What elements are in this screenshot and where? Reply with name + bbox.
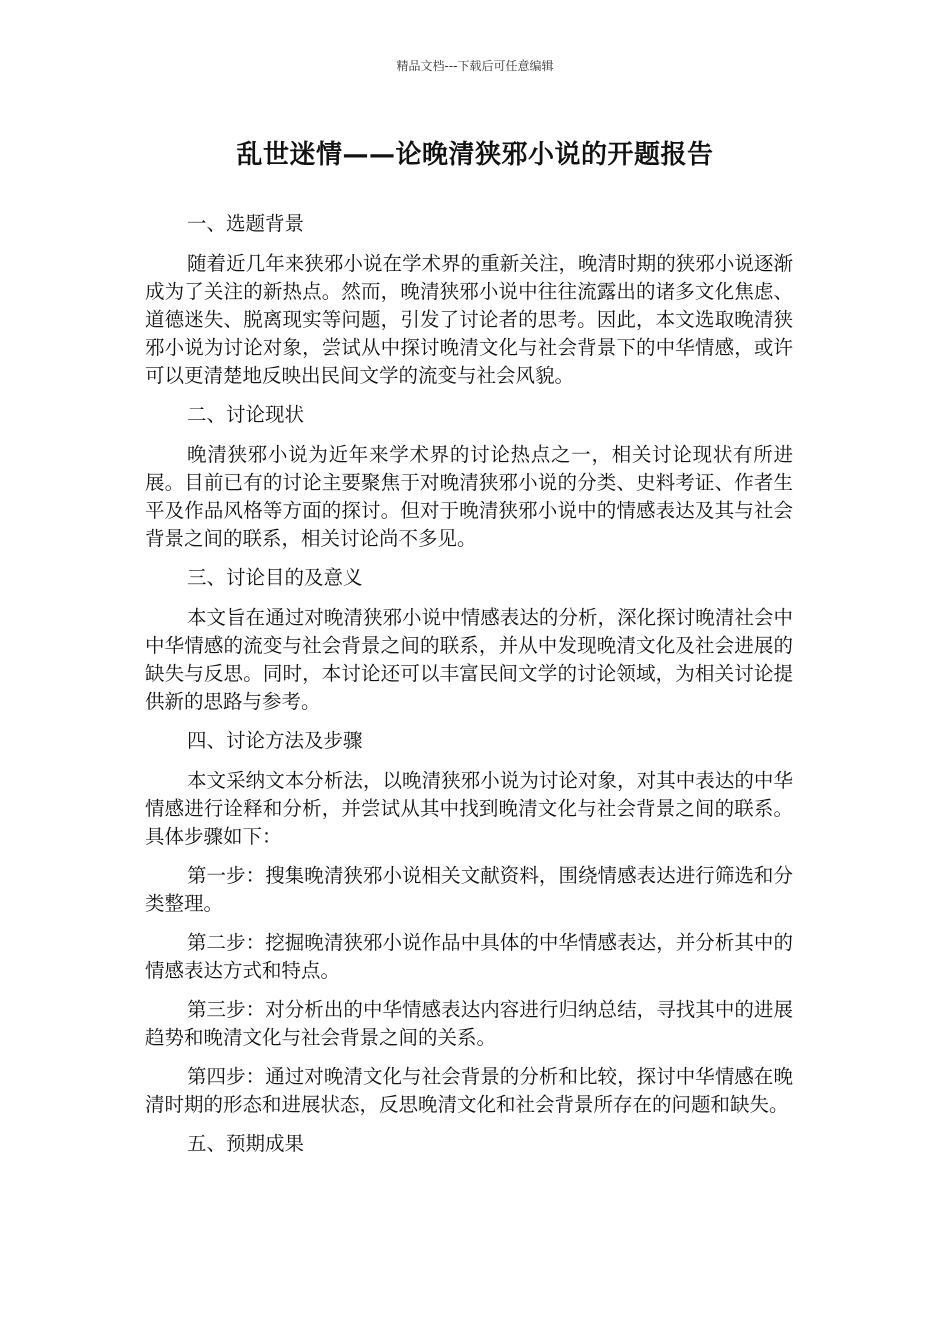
section-heading: 三、讨论目的及意义 — [187, 566, 363, 589]
document-body — [145, 210, 793, 1170]
section-topic-background — [145, 210, 793, 390]
section-research-status — [145, 401, 793, 553]
section-purpose-significance — [145, 564, 793, 716]
body-paragraph: 本文旨在通过对晚清狭邪小说中情感表达的分析，深化探讨晚清社会中中华情感的流变与社会背景之间的联系，并从中发现晚清文化及社会进展的缺失与反思。同时，本讨论还可以丰富民间文学的讨论领域，为相关讨论提供新的思路与参考。 — [145, 606, 793, 713]
document-title: 乱世迷情——论晚清狭邪小说的开题报告 — [236, 140, 714, 170]
section-methods-steps — [145, 727, 793, 1119]
section-heading: 一、选题背景 — [187, 212, 305, 235]
body-paragraph: 随着近几年来狭邪小说在学术界的重新关注，晚清时期的狭邪小说逐渐成为了关注的新热点。然而，晚清狭邪小说中往往流露出的诸多文化焦虑、道德迷失、脱离现实等问题，引发了讨论者的思考。因此，本文选取晚清狭邪小说为讨论对象，尝试从中探讨晚清文化与社会背景下的中华情感，或许可以更清楚地反映出民间文学的流变与社会风貌。 — [145, 252, 793, 387]
step-paragraph: 第一步：搜集晚清狭邪小说相关文献资料，围绕情感表达进行筛选和分类整理。 — [145, 864, 793, 915]
step-paragraph: 第二步：挖掘晚清狭邪小说作品中具体的中华情感表达，并分析其中的情感表达方式和特点。 — [145, 931, 793, 982]
step-paragraph: 第四步：通过对晚清文化与社会背景的分析和比较，探讨中华情感在晚清时期的形态和进展状态，反思晚清文化和社会背景所存在的问题和缺失。 — [145, 1065, 793, 1116]
header-note: 精品文档---下载后可任意编辑 — [396, 59, 554, 73]
section-heading: 二、讨论现状 — [187, 403, 305, 426]
section-heading: 五、预期成果 — [187, 1132, 305, 1155]
body-paragraph: 晚清狭邪小说为近年来学术界的讨论热点之一，相关讨论现状有所进展。目前已有的讨论主要聚焦于对晚清狭邪小说的分类、史料考证、作者生平及作品风格等方面的探讨。但对于晚清狭邪小说中的情感表达及其与社会背景之间的联系，相关讨论尚不多见。 — [145, 443, 793, 550]
body-paragraph: 本文采纳文本分析法，以晚清狭邪小说为讨论对象，对其中表达的中华情感进行诠释和分析，并尝试从其中找到晚清文化与社会背景之间的联系。具体步骤如下： — [145, 769, 793, 848]
section-heading: 四、讨论方法及步骤 — [187, 729, 363, 752]
section-expected-results — [145, 1130, 793, 1158]
step-paragraph: 第三步：对分析出的中华情感表达内容进行归纳总结，寻找其中的进展趋势和晚清文化与社会背景之间的关系。 — [145, 998, 793, 1049]
